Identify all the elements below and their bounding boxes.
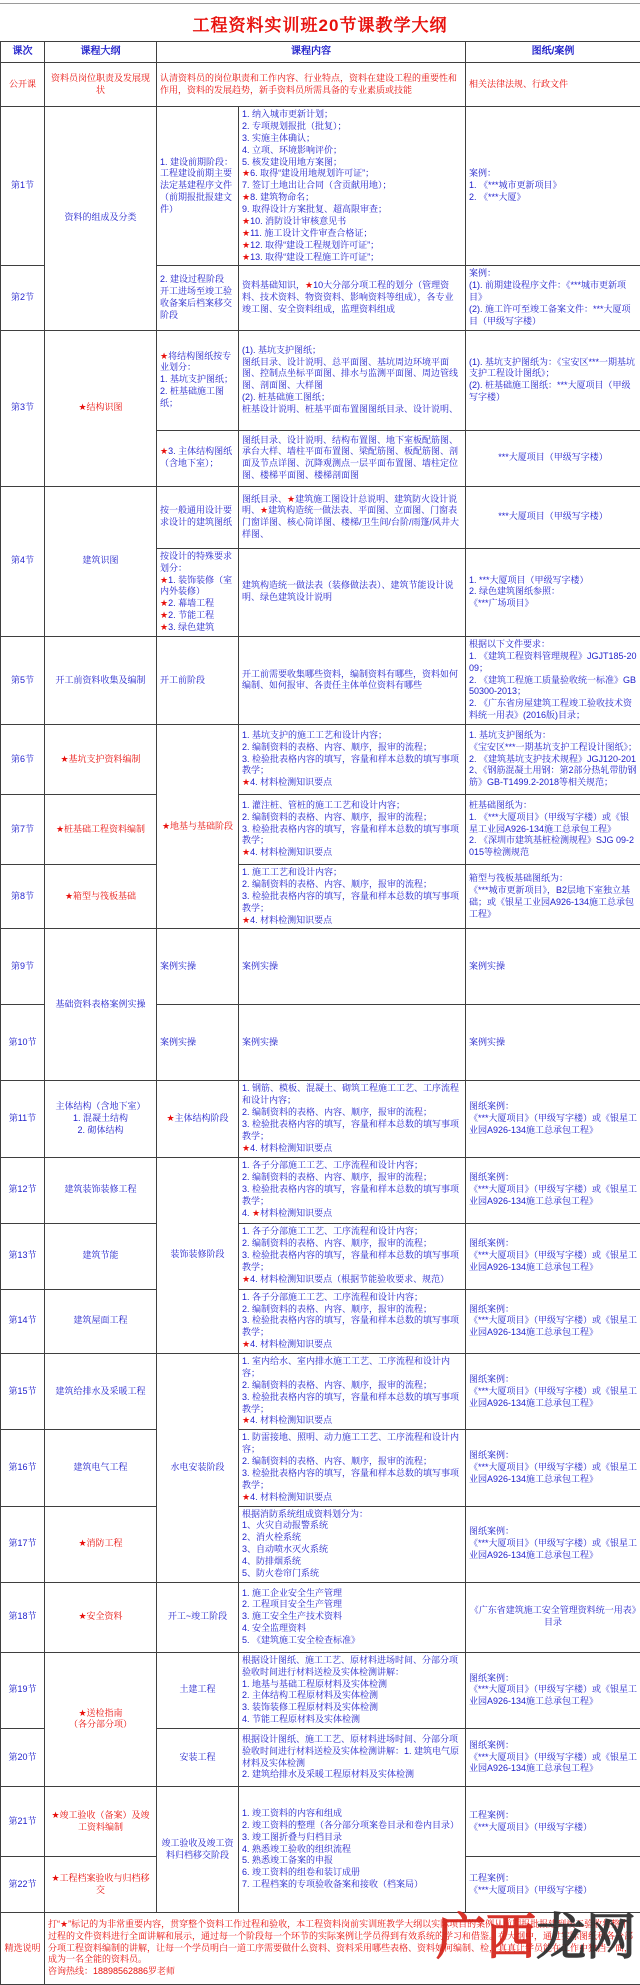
stage-cell: 竣工验收及竣工资料归档移交阶段 — [157, 1787, 239, 1913]
stage-cell: 案例实操 — [157, 929, 239, 1005]
outline-cell: ★工程档案验收与归档移交 — [45, 1857, 157, 1913]
stage-cell — [157, 330, 239, 430]
case-cell: ***大厦项目（甲级写字楼） — [466, 430, 640, 486]
outline-cell: 建筑节能 — [45, 1223, 157, 1289]
case-cell: 工程案例： 《***大厦项目》（甲级写字楼） — [466, 1787, 640, 1857]
table-row-lesson-5 — [1, 636, 640, 724]
case-cell: 案例实操 — [466, 1005, 640, 1081]
session-cell: 第20节 — [1, 1729, 45, 1787]
stage-cell: 1. 建设前期阶段： 工程建设前期主要法定基建程序文件（前期报批报建文件） — [157, 107, 239, 266]
outline-cell: 基础资料表格案例实操 — [45, 929, 157, 1081]
session-cell: 第9节 — [1, 929, 45, 1005]
content-cell: (1). 基坑支护图纸； 图纸目录、设计说明、总平面图、基坑周边环境平面图、控制点坐标平面图、排水与监测平面图、周边管线图、剖面图、大样图 (2). 桩基础施工图纸； 桩基设计说明、桩基平面布置图图纸目录、设计说明、 — [239, 330, 466, 430]
table-row-lesson-3a — [1, 330, 640, 430]
column-header-session: 课次 — [1, 42, 45, 63]
table-row-lesson-12 — [1, 1157, 640, 1223]
content-cell: 根据消防系统组成资料划分为： 1、火灾自动报警系统 2、消火栓系统 3、自动喷水灭火系统 4、防排烟系统 5、防火卷帘门系统 — [239, 1506, 466, 1582]
outline-cell: ★竣工验收（备案）及竣工资料编制 — [45, 1787, 157, 1857]
note-content-cell: 打“★”标记的为非常重要内容，贯穿整个资料工作过程和验收，本工程资料岗前实训班教学大纲以实际项目的案例从前期报批报建到竣工验收将整个过程的文件资料进行全面讲解和展示，通过每一个阶段每一个环节的实际案例让学员得到有效系统的学习和借鉴。在大纲中，通过实际图纸和各分部分项工程资料编制的讲解，让每一个学员明白一道工序需要做什么资料、资料采用哪些表格、资料如何编制、检，真真让学员能在工作中独挡一面，成为一名全能的资料员。 咨询热线：18898562886罗老师 — [45, 1913, 640, 1985]
case-cell: 相关法律法规、行政文件 — [466, 63, 640, 107]
stage-cell: 装饰装修阶段 — [157, 1157, 239, 1353]
table-row-lesson-14 — [1, 1289, 640, 1353]
outline-cell: ★箱型与筏板基础 — [45, 865, 157, 929]
content-cell: 图纸目录、★建筑施工图设计总说明、建筑防火设计说明、★建筑构造统一做法表、平面图、立面图、门窗表门窗详图、核心筒详图、楼梯/卫生间/台阶/雨篷/风井大样图、 — [239, 486, 466, 548]
content-cell: 资料基础知识，★10大分部分项工程的划分（管理资料、技术资料、物资资料、影响资料等组成），各专业竣工图、安全资料组成，监理资料组成 — [239, 266, 466, 330]
stage-cell: 2. 建设过程阶段 开工进场至竣工验收备案后档案移交阶段 — [157, 266, 239, 330]
note-label-cell: 精选说明 — [1, 1913, 45, 1985]
outline-cell: ★结构识图 — [45, 330, 157, 486]
session-cell: 第11节 — [1, 1081, 45, 1157]
table-row-lesson-9 — [1, 929, 640, 1005]
session-cell: 第7节 — [1, 795, 45, 865]
table-row-lesson-16 — [1, 1430, 640, 1506]
table-row-lesson-19 — [1, 1652, 640, 1728]
top-divider — [0, 3, 640, 4]
session-cell: 第12节 — [1, 1157, 45, 1223]
case-cell: 案例： (1). 前期建设程序文件：《***城市更新项目》 (2). 施工许可至竣工备案文件：***大厦项目（甲级写字楼） — [466, 266, 640, 330]
stage-cell: ★地基与基础阶段 — [157, 725, 239, 929]
table-row-lesson-11 — [1, 1081, 640, 1157]
content-cell: 1. 纳入城市更新计划； 2. 专项规划报批（批复）； 3. 实施主体确认； 4. 立项、环境影响评价； 5. 核发建设用地方案图； ★6. 取得“建设用地规划许可证”； 7. 签订土地出让合同（含贡献用地）； ★8. 建筑物命名； 9. 取得设计方案批复、超高限审查； ★10. 消防设计审核意见书 ★11. 施工设计文件审查合格证； ★12. 取得“建设工程规划许可证”； ★13. 取得“建设工程施工许可证”； — [239, 107, 466, 266]
case-cell: ***大厦项目（甲级写字楼） — [466, 486, 640, 548]
session-cell: 第10节 — [1, 1005, 45, 1081]
outline-cell: 建筑电气工程 — [45, 1430, 157, 1506]
table-row-lesson-15 — [1, 1354, 640, 1430]
case-cell: 1. ***大厦项目（甲级写字楼） 2. 绿色建筑图纸参照： 《***广场项目》 — [466, 548, 640, 636]
case-cell: 箱型与筏板基础图纸为： 《***城市更新项目》，B2层地下室独立基础；或《银星工业园A926-134施工总承包工程》 — [466, 865, 640, 929]
table-row-lesson-7 — [1, 795, 640, 865]
case-cell: (1). 基坑支护图纸为：《宝安区***一期基坑支护工程设计图纸》； (2). 桩基础施工图纸：***大厦项目（甲级写字楼） — [466, 330, 640, 430]
table-row-lesson-18 — [1, 1582, 640, 1652]
session-cell: 第22节 — [1, 1857, 45, 1913]
stage-cell: 开工前阶段 — [157, 636, 239, 724]
session-cell: 第15节 — [1, 1354, 45, 1430]
session-cell: 第4节 — [1, 486, 45, 636]
header-row — [1, 42, 640, 63]
outline-cell: 建筑给排水及采暖工程 — [45, 1354, 157, 1430]
outline-cell: 开工前资料收集及编制 — [45, 636, 157, 724]
content-cell: 认清资料员的岗位职责和工作内容、行业特点，资料在建设工程的重要性和作用，资料的发展趋势，新手资料员所需具备的专业素质或技能 — [157, 63, 466, 107]
case-cell: 《广东省建筑施工安全管理资料统一用表》目录 — [466, 1582, 640, 1652]
table-row-lesson-8 — [1, 865, 640, 929]
session-cell: 第14节 — [1, 1289, 45, 1353]
table-row-lesson-13 — [1, 1223, 640, 1289]
session-cell: 第13节 — [1, 1223, 45, 1289]
content-cell: 开工前需要收集哪些资料，编制资料有哪些，资料如何编制、如何报审、各责任主体单位资料有哪些 — [239, 636, 466, 724]
stage-cell: ★3. 主体结构图纸（含地下室）； — [157, 430, 239, 486]
stage-cell: 水电安装阶段 — [157, 1354, 239, 1583]
outline-cell: 资料员岗位职责及发展现状 — [45, 63, 157, 107]
stage-cell: 按设计的特殊要求划分： ★1. 装饰装修（室内外装修） ★2. 幕墙工程 ★2. 节能工程 ★3. 绿色建筑 — [157, 548, 239, 636]
stage-heading: ★将结构图纸按专业划分： — [160, 351, 231, 373]
case-cell: 根据以下文件要求： 1. 《建筑工程资料管理规程》JGJT185-2009； 2. 《建筑工程施工质量验收统一标准》GB50300-2013； 2. 《广东省房屋建筑工程竣工验收技术资料统一用表》(2016版)目录； — [466, 636, 640, 724]
outline-cell: ★桩基础工程资料编制 — [45, 795, 157, 865]
stage-cell: 安装工程 — [157, 1729, 239, 1787]
session-cell: 第18节 — [1, 1582, 45, 1652]
content-cell: 1. 施工工艺和设计内容； 2. 编制资料的表格、内容、顺序，报审的流程； 3. 检验批表格内容的填写，容量和样本总数的填写事项教学； ★4. 材料检测知识要点 — [239, 865, 466, 929]
case-cell: 图纸案例： 《***大厦项目》（甲级写字楼）或《银星工业园A926-134施工总承包工程》 — [466, 1157, 640, 1223]
case-cell: 案例： 1. 《***城市更新项目》 2. 《***大厦》 — [466, 107, 640, 266]
stage-cell: 案例实操 — [157, 1005, 239, 1081]
case-cell: 图纸案例： 《***大厦项目》（甲级写字楼）或《银星工业园A926-134施工总承包工程》 — [466, 1729, 640, 1787]
content-cell: 1. 各子分部施工工艺、工序流程和设计内容； 2. 编制资料的表格、内容、顺序，报审的流程； 3. 检验批表格内容的填写，容量和样本总数的填写事项教学； ★4. 材料检测知识要点 — [239, 1289, 466, 1353]
syllabus-table — [0, 41, 640, 1985]
content-cell: 案例实操 — [239, 929, 466, 1005]
stage-cell: 按一般通用设计要求设计的建筑图纸 — [157, 486, 239, 548]
table-row-lesson-6 — [1, 725, 640, 795]
content-cell: 图纸目录、设计说明、结构布置图、地下室板配筋图、承台大样、墙柱平面布置图、梁配筋图、板配筋图、剖面及节点详图、沉降观测点一层平面布置图、墙柱定位图、楼梯平面图、楼梯剖面图 — [239, 430, 466, 486]
watermark-left: 广西 — [436, 1907, 536, 1966]
table-row-lesson-4a — [1, 486, 640, 548]
session-cell: 第5节 — [1, 636, 45, 724]
stage-cell: ★主体结构阶段 — [157, 1081, 239, 1157]
case-cell: 图纸案例： 《***大厦项目》（甲级写字楼）或《银星工业园A926-134施工总承包工程》 — [466, 1223, 640, 1289]
table-row-lesson-21 — [1, 1787, 640, 1857]
session-cell: 第21节 — [1, 1787, 45, 1857]
content-cell: 1. 施工企业安全生产管理 2. 工程项目安全生产管理 3. 施工安全生产技术资料 4. 安全监理资料 5. 《建筑施工安全检查标准》 — [239, 1582, 466, 1652]
session-cell: 第2节 — [1, 266, 45, 330]
outline-cell: 建筑屋面工程 — [45, 1289, 157, 1353]
outline-cell: 主体结构（含地下室） 1. 混凝土结构 2. 砌体结构 — [45, 1081, 157, 1157]
content-cell: 根据设计图纸、施工工艺、原材料进场时间、分部分项验收时间进行材料送检及实体检测讲解： 1. 地基与基础工程原材料及实体检测 2. 主体结构工程原材料及实体检测 3. 装饰装修工程原材料及实体检测 4. 节能工程原材料及实体检测 — [239, 1652, 466, 1728]
session-cell: 第3节 — [1, 330, 45, 486]
outline-cell: ★安全资料 — [45, 1582, 157, 1652]
content-cell: 1. 钢筋、模板、混凝土、砌筑工程施工工艺、工序流程和设计内容； 2. 编制资料的表格、内容、顺序，报审的流程； 3. 检验批表格内容的填写，容量和样本总数的填写事项教学； ★4. 材料检测知识要点 — [239, 1081, 466, 1157]
content-cell: 1. 竣工资料的内容和组成 2. 竣工资料的整理（各分部分项案卷目录和卷内目录） 3. 竣工图折叠与归档目录 4. 熟悉竣工验收的组织流程 5. 熟悉竣工备案的申报 6. 竣工资料的组卷和装订成册 7. 工程档案的专项验收备案和接收（档案局） — [239, 1787, 466, 1913]
stage-cell: 开工~竣工阶段 — [157, 1582, 239, 1652]
outline-cell: ★基坑支护资料编制 — [45, 725, 157, 795]
session-cell: 第8节 — [1, 865, 45, 929]
watermark-right: 龙网 — [536, 1907, 636, 1966]
stage-cell: 土建工程 — [157, 1652, 239, 1728]
content-cell: 根据设计图纸、施工工艺、原材料进场时间、分部分项验收时间进行材料送检及实体检测讲解：1. 建筑电气原材料及实体检测 2. 建筑给排水及采暖工程原材料及实体检测 — [239, 1729, 466, 1787]
case-cell: 工程案例： 《***大厦项目》（甲级写字楼） — [466, 1857, 640, 1913]
case-cell: 图纸案例： 《***大厦项目》（甲级写字楼）或《银星工业园A926-134施工总承包工程》 — [466, 1354, 640, 1430]
content-cell: 1. 室内给水、室内排水施工工艺、工序流程和设计内容； 2. 编制资料的表格、内容、顺序，报审的流程； 3. 检验批表格内容的填写，容量和样本总数的填写事项教学； ★4. 材料检测知识要点 — [239, 1354, 466, 1430]
case-cell: 图纸案例： 《***大厦项目》（甲级写字楼）或《银星工业园A926-134施工总承包工程》 — [466, 1289, 640, 1353]
case-cell: 桩基础图纸为： 1. 《***大厦项目》（甲级写字楼）或《银星工业园A926-134施工总承包工程》 2. 《深圳市建筑基桩检测规程》SJG 09-2015等检测规范 — [466, 795, 640, 865]
table-row-lesson-17 — [1, 1506, 640, 1582]
outline-cell: ★消防工程 — [45, 1506, 157, 1582]
content-cell: 案例实操 — [239, 1005, 466, 1081]
content-cell: 1. 各子分部施工工艺、工序流程和设计内容； 2. 编制资料的表格、内容、顺序，报审的流程； 3. 检验批表格内容的填写，容量和样本总数的填写事项教学； 4. ★材料检测知识要点 — [239, 1157, 466, 1223]
content-cell: 1. 防雷接地、照明、动力施工工艺、工序流程和设计内容； 2. 编制资料的表格、内容、顺序，报审的流程； 3. 检验批表格内容的填写，容量和样本总数的填写事项教学； ★4. 材料检测知识要点 — [239, 1430, 466, 1506]
session-cell: 第1节 — [1, 107, 45, 266]
session-cell: 公开课 — [1, 63, 45, 107]
case-cell: 图纸案例： 《***大厦项目》（甲级写字楼）或《银星工业园A926-134施工总承包工程》 — [466, 1430, 640, 1506]
content-cell: 1. 基坑支护的施工工艺和设计内容； 2. 编制资料的表格、内容、顺序，报审的流程； 3. 检验批表格内容的填写，容量和样本总数的填写事项教学； ★4. 材料检测知识要点 — [239, 725, 466, 795]
session-cell: 第19节 — [1, 1652, 45, 1728]
session-cell: 第6节 — [1, 725, 45, 795]
content-cell: 建筑构造统一做法表（装修做法表）、建筑节能设计说明、绿色建筑设计说明 — [239, 548, 466, 636]
outline-cell: 建筑装饰装修工程 — [45, 1157, 157, 1223]
content-cell: 1. 灌注桩、管桩的施工工艺和设计内容； 2. 编制资料的表格、内容、顺序，报审的流程； 3. 检验批表格内容的填写，容量和样本总数的填写事项教学； ★4. 材料检测知识要点 — [239, 795, 466, 865]
column-header-content: 课程内容 — [157, 42, 466, 63]
case-cell: 案例实操 — [466, 929, 640, 1005]
table-row-open-course — [1, 63, 640, 107]
outline-cell: 建筑识图 — [45, 486, 157, 636]
case-cell: 图纸案例： 《***大厦项目》（甲级写字楼）或《银星工业园A926-134施工总承包工程》 — [466, 1506, 640, 1582]
outline-cell: ★送检指南 （各分部分项） — [45, 1652, 157, 1786]
session-cell: 第17节 — [1, 1506, 45, 1582]
session-cell: 第16节 — [1, 1430, 45, 1506]
stage-list: 1. 基坑支护图纸； 2. 桩基础施工图纸； — [160, 374, 233, 408]
case-cell: 1. 基坑支护图纸为： 《宝安区***一期基坑支护工程设计图纸》； 2. 《建筑基坑支护技术规程》JGJ120-2012、《钢筋混凝土用钢：第2部分热轧带肋钢筋》GB-T1499.2-2018等相关规范； — [466, 725, 640, 795]
outline-cell: 资料的组成及分类 — [45, 107, 157, 331]
table-row-lesson-1 — [1, 107, 640, 266]
table-row-note — [1, 1913, 640, 1985]
case-cell: 图纸案例： 《***大厦项目》（甲级写字楼）或《银星工业园A926-134施工总承包工程》 — [466, 1081, 640, 1157]
content-cell: 1. 各子分部施工工艺、工序流程和设计内容； 2. 编制资料的表格、内容、顺序，报审的流程； 3. 检验批表格内容的填写，容量和样本总数的填写事项教学； ★4. 材料检测知识要点（根据节能验收要求、规范） — [239, 1223, 466, 1289]
case-cell: 图纸案例： 《***大厦项目》（甲级写字楼）或《银星工业园A926-134施工总承包工程》 — [466, 1652, 640, 1728]
column-header-outline: 课程大纲 — [45, 42, 157, 63]
page-title: 工程资料实训班20节课教学大纲 — [0, 11, 640, 36]
column-header-case: 图纸/案例 — [466, 42, 640, 63]
